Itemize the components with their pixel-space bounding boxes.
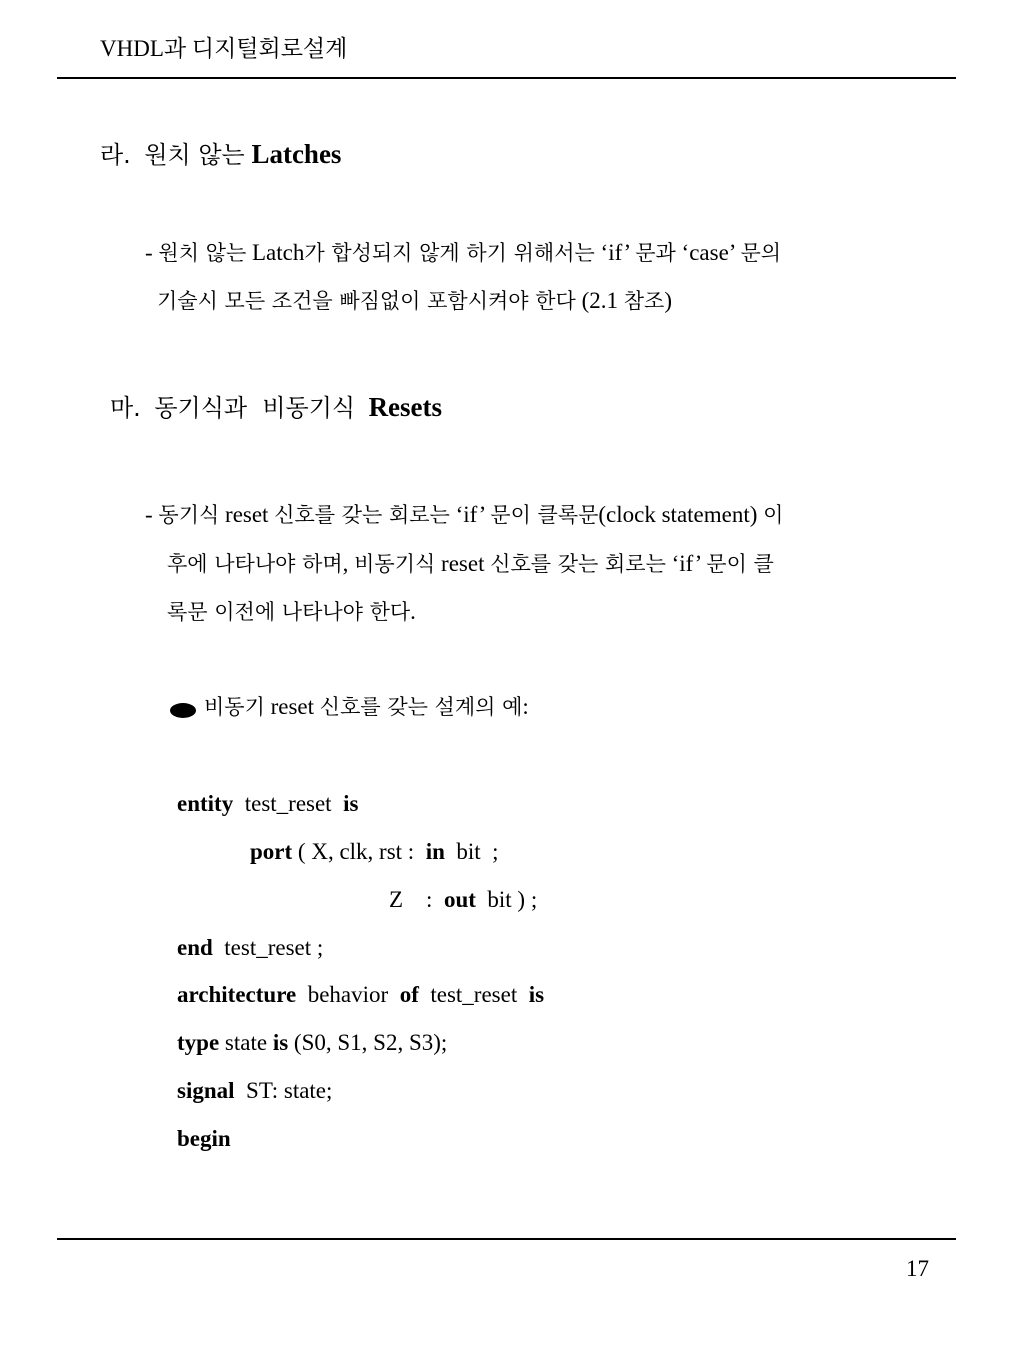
example-label xyxy=(204,695,529,719)
code-text: bit ) ; xyxy=(475,887,538,912)
code-text: bit ; xyxy=(444,839,499,864)
text-run: ‘if’ xyxy=(594,240,636,265)
text-run: 신호를 갖는 회로는 xyxy=(490,552,666,576)
text-run: 가 합성되지 않게 하기 위해서는 xyxy=(304,241,595,265)
code-keyword: out xyxy=(443,887,476,912)
paragraph-latches-line2 xyxy=(157,289,672,313)
code-keyword: is xyxy=(272,1030,289,1055)
code-keyword: begin xyxy=(177,1126,231,1151)
text-run: (2.1 xyxy=(575,288,624,313)
heading-korean: 동기식과 비동기식 xyxy=(154,394,356,422)
text-run: 문의 xyxy=(740,241,782,265)
text-run: 신호를 갖는 회로는 xyxy=(274,503,450,527)
text-run: 문이 클 xyxy=(706,552,774,576)
heading-english: Latches xyxy=(251,139,342,169)
code-text: ST: state; xyxy=(234,1078,333,1103)
code-keyword: port xyxy=(250,839,293,864)
code-line xyxy=(177,982,544,1008)
text-run: reset xyxy=(435,551,491,576)
heading-korean: 원치 않는 xyxy=(144,141,245,169)
header-title: VHDL과 디지털회로설계 xyxy=(100,36,348,61)
filled-ellipse-bullet-icon xyxy=(170,703,196,718)
page-number: 17 xyxy=(906,1256,929,1281)
code-line xyxy=(250,839,499,865)
section-heading-latches xyxy=(100,135,341,170)
code-keyword: entity xyxy=(177,791,234,816)
code-text: state xyxy=(219,1030,273,1055)
text-run: ‘if’ xyxy=(449,502,491,527)
section-heading-resets xyxy=(110,388,442,423)
code-line xyxy=(177,935,323,961)
code-text: test_reset xyxy=(233,791,344,816)
code-text: (S0, S1, S2, S3); xyxy=(288,1030,448,1055)
text-run: : xyxy=(522,694,529,719)
code-text: behavior xyxy=(296,982,400,1007)
text-run: 후에 나타나야 하며 xyxy=(167,552,343,576)
code-keyword: end xyxy=(177,935,213,960)
text-run: reset xyxy=(219,502,275,527)
heading-prefix: 라. xyxy=(100,141,131,169)
code-keyword: signal xyxy=(177,1078,235,1103)
code-line xyxy=(177,791,358,817)
footer-divider xyxy=(57,1238,956,1240)
text-run: Latch xyxy=(246,240,305,265)
code-line xyxy=(389,887,537,913)
text-run: 기술시 모든 조건을 빠짐없이 포함시켜야 한다 xyxy=(157,289,576,313)
text-run: . xyxy=(410,599,416,624)
paragraph-resets-line2 xyxy=(167,552,774,576)
code-text: ( X, clk, rst : xyxy=(292,839,426,864)
text-run: ) xyxy=(664,288,672,313)
text-run: ‘case’ xyxy=(675,240,741,265)
code-text: test_reset ; xyxy=(212,935,324,960)
code-keyword: in xyxy=(425,839,445,864)
code-line xyxy=(177,1078,332,1104)
code-keyword: architecture xyxy=(177,982,297,1007)
code-keyword: of xyxy=(399,982,419,1007)
text-run: 신호를 갖는 설계의 예 xyxy=(319,695,523,719)
paragraph-latches-line1 xyxy=(145,241,781,265)
paragraph-resets-line3 xyxy=(167,600,416,624)
text-run: reset xyxy=(264,694,320,719)
code-keyword: type xyxy=(177,1030,220,1055)
code-line xyxy=(177,1030,447,1056)
code-keyword: is xyxy=(343,791,359,816)
text-run: 이 xyxy=(763,503,784,527)
text-run: 동기식 xyxy=(158,503,220,527)
heading-prefix: 마. xyxy=(110,394,141,422)
paragraph-resets-line1 xyxy=(145,503,783,527)
text-run: - xyxy=(145,240,159,265)
code-keyword: is xyxy=(528,982,545,1007)
text-run: ‘if’ xyxy=(665,551,707,576)
text-run: 록문 이전에 나타나야 한다 xyxy=(167,600,411,624)
text-run: 비동기 xyxy=(204,695,265,719)
text-run: 원치 않는 xyxy=(158,241,247,265)
text-run: 문이 클록문 xyxy=(490,503,599,527)
code-line xyxy=(177,1126,231,1152)
code-text: test_reset xyxy=(418,982,529,1007)
text-run: , xyxy=(342,551,355,576)
header-divider xyxy=(57,77,956,79)
code-text: Z : xyxy=(389,887,444,912)
heading-english: Resets xyxy=(368,392,443,422)
text-run: 비동기식 xyxy=(354,552,436,576)
text-run: - xyxy=(145,502,159,527)
text-run: (clock statement) xyxy=(598,502,764,527)
text-run: 문과 xyxy=(635,241,676,265)
text-run: 참조 xyxy=(623,289,665,313)
